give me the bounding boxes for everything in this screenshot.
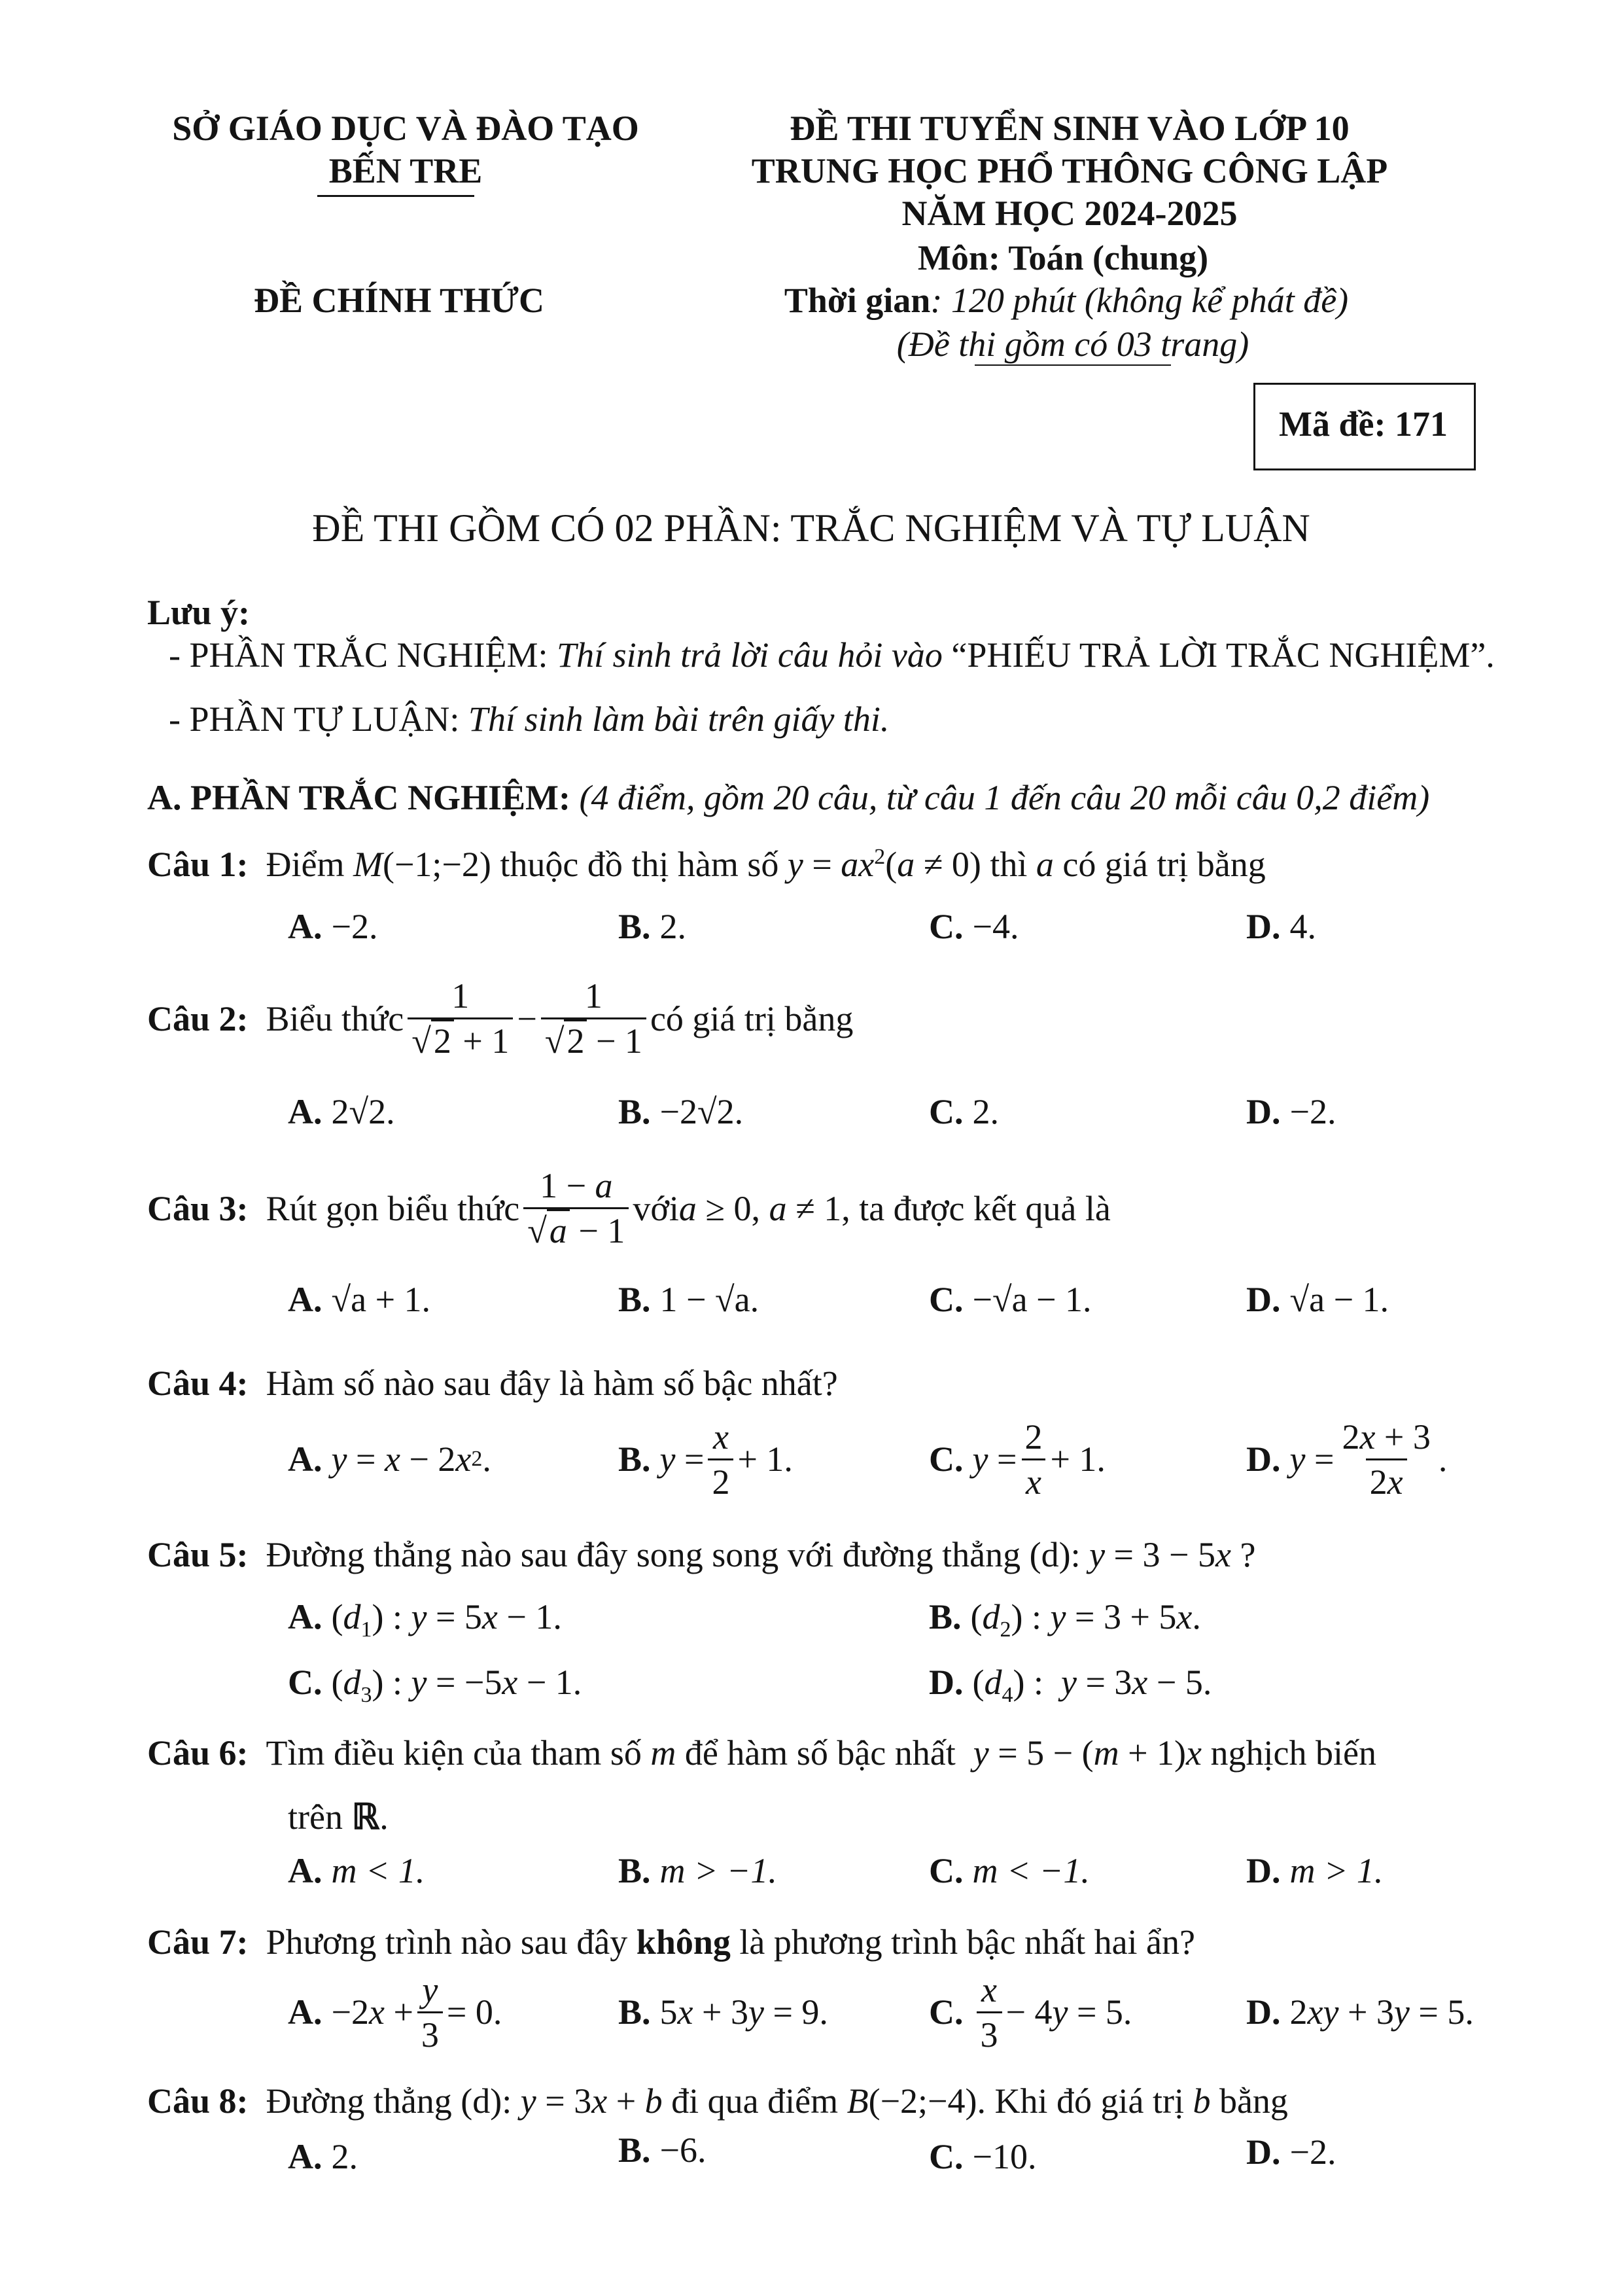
q1-option-b[interactable]: B. 2.: [618, 907, 687, 946]
q2-option-d[interactable]: D. −2.: [1246, 1092, 1336, 1131]
official-label: ĐỀ CHÍNH THỨC: [253, 281, 545, 320]
question-4: Câu 4: Hàm số nào sau đây là hàm số bậc nhất?: [147, 1364, 838, 1403]
q6-option-c[interactable]: C. m < −1.: [929, 1851, 1090, 1890]
q4-option-d[interactable]: D. y = $\frac{2x + 3}{2x}$ .: [1246, 1417, 1448, 1502]
q7-option-a[interactable]: A. −2 x + $\frac{y}{3}$ = 0.: [288, 1969, 502, 2055]
department-name: SỞ GIÁO DỤC VÀ ĐÀO TẠO: [172, 109, 639, 148]
q8-option-b[interactable]: B. −6.: [618, 2130, 707, 2170]
note-essay: - PHẦN TỰ LUẬN: Thí sinh làm bài trên giấy thi.: [169, 699, 890, 739]
section-a-title: A. PHẦN TRẮC NGHIỆM: (4 điểm, gồm 20 câu, từ câu 1 đến câu 20 mỗi câu 0,2 điểm): [147, 778, 1430, 817]
question-6: Câu 6: Tìm điều kiện của tham số m để hàm số bậc nhất y = 5 − (m + 1)x nghịch biến: [147, 1733, 1376, 1773]
q2-option-a[interactable]: A. 2√2.: [288, 1092, 395, 1131]
main-title: ĐỀ THI GỒM CÓ 02 PHẦN: TRẮC NGHIỆM VÀ TỰ LUẬN: [312, 506, 1310, 550]
question-5: Câu 5: Đường thẳng nào sau đây song song với đường thẳng (d): y = 3 − 5x ?: [147, 1535, 1256, 1574]
q8-option-d[interactable]: D. −2.: [1246, 2132, 1336, 2172]
note-multiple-choice: - PHẦN TRẮC NGHIỆM: Thí sinh trả lời câu hỏi vào “PHIẾU TRẢ LỜI TRẮC NGHIỆM”.: [169, 635, 1495, 675]
header-divider: [317, 195, 474, 197]
question-7: Câu 7: Phương trình nào sau đây không là phương trình bậc nhất hai ẩn?: [147, 1922, 1195, 1962]
q4-option-b[interactable]: B. y = $\frac{x}{2}$ + 1.: [618, 1417, 793, 1502]
q3-option-a[interactable]: A. √a + 1.: [288, 1280, 431, 1319]
q5-option-d[interactable]: D. $(d_4)$ : y = 3x − 5.: [929, 1663, 1212, 1707]
exam-code: Mã đề: 171: [1279, 404, 1448, 444]
q1-option-c[interactable]: C. −4.: [929, 907, 1019, 946]
question-3: Câu 3: Rút gọn biểu thức $\frac{1 - a}{√a - 1}$ với a ≥ 0, a ≠ 1 , ta được kết quả là: [147, 1166, 1111, 1250]
q1-option-a[interactable]: A. −2.: [288, 907, 378, 946]
q2-option-b[interactable]: B. −2√2.: [618, 1092, 744, 1131]
q1-option-d[interactable]: D. 4.: [1246, 907, 1316, 946]
q5-option-c[interactable]: C. $(d_3)$ : y = −5x − 1.: [288, 1663, 582, 1707]
q7-option-b[interactable]: B. 5 x + 3 y = 9.: [618, 1992, 828, 2032]
q6-option-a[interactable]: A. m < 1.: [288, 1851, 425, 1890]
pages-underline: [975, 364, 1171, 366]
q8-option-c[interactable]: C. −10.: [929, 2137, 1037, 2176]
subject: Môn: Toán (chung): [917, 238, 1209, 277]
note-label: Lưu ý:: [147, 593, 250, 632]
q3-option-d[interactable]: D. √a − 1.: [1246, 1280, 1389, 1319]
q4-option-c[interactable]: C. y = $\frac{2}{x}$ + 1.: [929, 1417, 1106, 1502]
question-2: Câu 2: Biểu thức $\frac{1}{√2 + 1}$ − $\frac{1}{√2 - 1}$ có giá trị bằng: [147, 976, 854, 1061]
pages-note: (Đề thi gồm có 03 trang): [896, 325, 1249, 364]
q7-option-c[interactable]: C. $\frac{x}{3}$ − 4 y = 5.: [929, 1969, 1132, 2055]
q5-option-a[interactable]: A. $(d_1)$ : y = 5x − 1.: [288, 1597, 562, 1642]
exam-title-line2: TRUNG HỌC PHỔ THÔNG CÔNG LẬP: [751, 151, 1388, 190]
exam-time: Thời gian: 120 phút (không kể phát đề): [784, 281, 1349, 320]
question-1: Câu 1: Điểm M(−1;−2) thuộc đồ thị hàm số $y = ax^2(a \ne 0)$ thì a có giá trị bằng: [147, 845, 1266, 884]
q8-option-a[interactable]: A. 2.: [288, 2137, 358, 2176]
q2-option-c[interactable]: C. 2.: [929, 1092, 999, 1131]
exam-title-line1: ĐỀ THI TUYỂN SINH VÀO LỚP 10: [790, 109, 1350, 148]
question-6-cont: trên ℝ.: [288, 1797, 389, 1837]
q3-option-c[interactable]: C. −√a − 1.: [929, 1280, 1092, 1319]
q6-option-d[interactable]: D. m > 1.: [1246, 1851, 1384, 1890]
q5-option-b[interactable]: B. $(d_2)$ : y = 3 + 5x.: [929, 1597, 1201, 1642]
school-year: NĂM HỌC 2024-2025: [901, 194, 1238, 233]
q7-option-d[interactable]: D. 2 xy + 3 y = 5.: [1246, 1992, 1474, 2032]
question-8: Câu 8: Đường thẳng (d): y = 3x + b đi qua điểm B(−2;−4). Khi đó giá trị b bằng: [147, 2081, 1288, 2121]
q3-option-b[interactable]: B. 1 − √a.: [618, 1280, 759, 1319]
q6-option-b[interactable]: B. m > −1.: [618, 1851, 777, 1890]
department-province: BẾN TRE: [328, 151, 483, 190]
q4-option-a[interactable]: A. y = x − 2 x 2 .: [288, 1439, 491, 1479]
